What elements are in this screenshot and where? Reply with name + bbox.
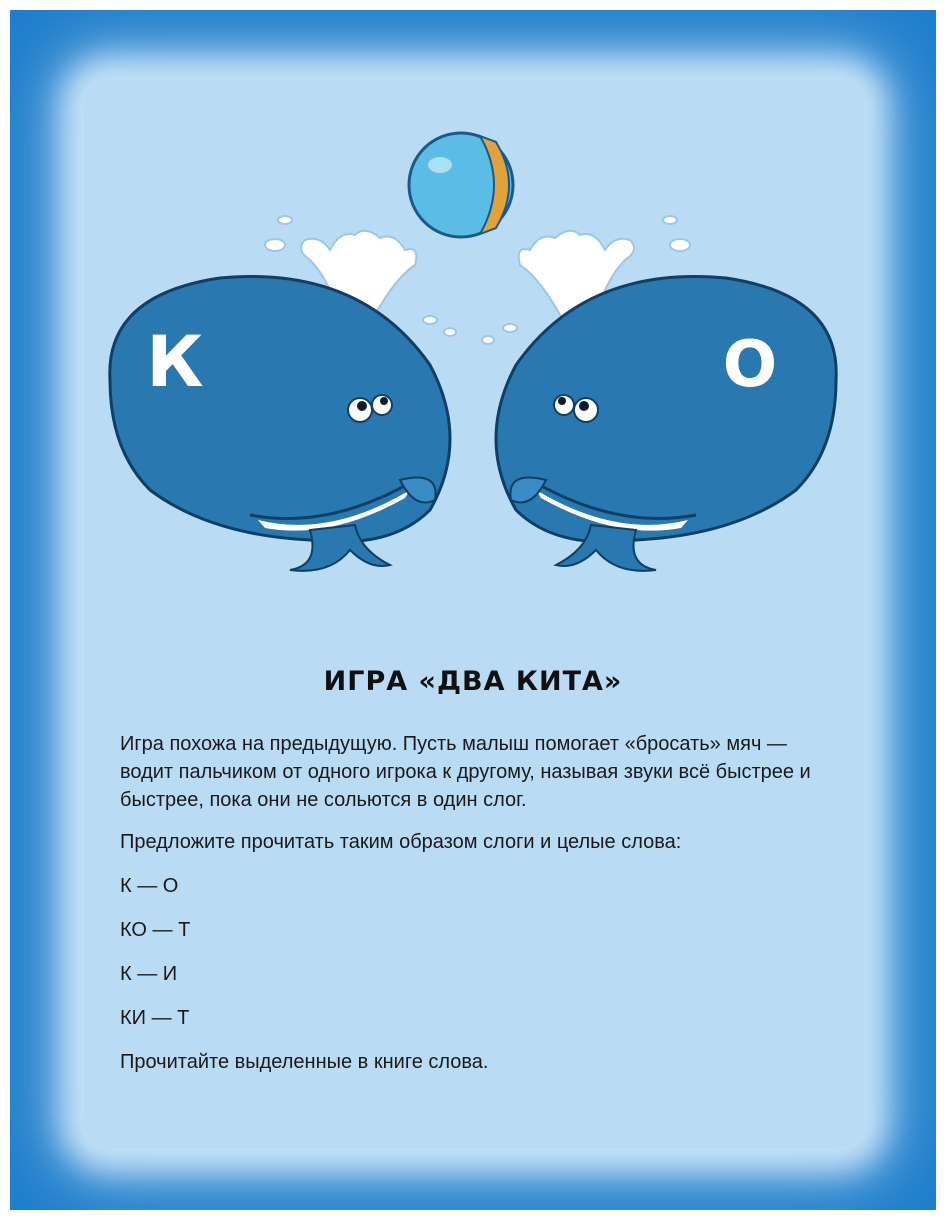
reading-task: Предложите прочитать таким образом слоги и целые слова: xyxy=(120,831,682,853)
syllable-item: КО — Т xyxy=(120,919,191,941)
page-title: ИГРА «ДВА КИТА» xyxy=(323,666,623,697)
book-page xyxy=(10,10,936,1210)
final-instruction: Прочитайте выделенные в книге слова. xyxy=(120,1051,489,1073)
whale-right-icon xyxy=(496,277,836,571)
syllable-item: КИ — Т xyxy=(120,1007,190,1029)
whales-illustration xyxy=(10,10,936,610)
syllable-item: К — И xyxy=(120,963,178,985)
instruction-paragraph: Игра похожа на предыдущую. Пусть малыш помогает «бросать» мяч — водит пальчиком от одного игрока к другому, называя звуки всё быстрее и быстрее, пока они не сольются в один слог. xyxy=(120,733,811,811)
whale-letter-left: К xyxy=(146,321,204,403)
whale-letter-right: О xyxy=(722,328,778,402)
ball-icon xyxy=(409,133,513,237)
syllable-item: К — О xyxy=(120,875,179,897)
